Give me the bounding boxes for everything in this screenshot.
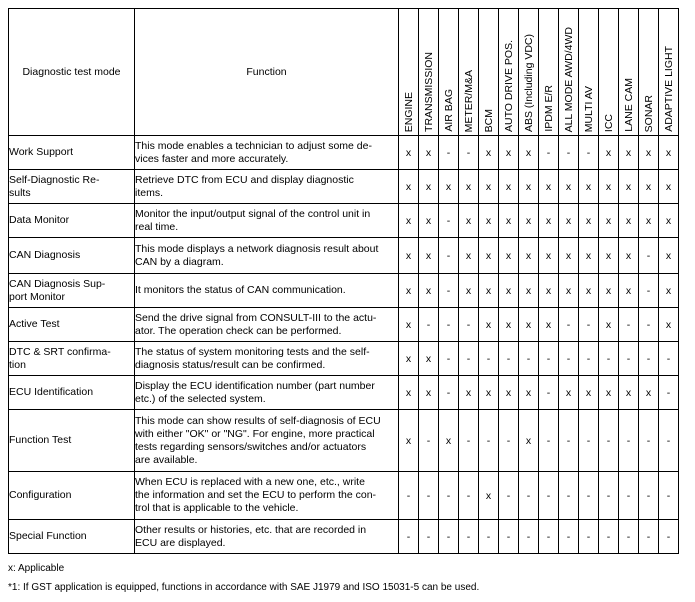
table-row — [9, 204, 679, 238]
applicability-cell: - — [499, 410, 519, 472]
header-mode: Diagnostic test mode — [9, 9, 135, 136]
header-system-label: BCM — [482, 108, 495, 132]
applicability-cell: - — [499, 472, 519, 520]
function-line: Monitor the input/output signal of the control unit in — [135, 207, 371, 220]
header-system-label: IPDM E/R — [542, 85, 555, 132]
mode-line: Function Test — [9, 434, 72, 446]
applicability-cell: - — [499, 342, 519, 376]
applicability-cell: - — [579, 520, 599, 554]
function-cell — [135, 376, 399, 410]
applicability-cell: - — [419, 520, 439, 554]
header-system-label: ABS (Including VDC) — [522, 33, 535, 132]
applicability-cell: x — [639, 376, 659, 410]
table-row — [9, 136, 679, 170]
applicability-cell: - — [479, 410, 499, 472]
applicability-cell: x — [419, 376, 439, 410]
applicability-cell: - — [579, 410, 599, 472]
applicability-cell: x — [399, 376, 419, 410]
applicability-cell: x — [659, 308, 679, 342]
applicability-cell: x — [479, 308, 499, 342]
applicability-cell: x — [599, 204, 619, 238]
header-system — [639, 9, 659, 136]
mode-cell — [9, 238, 135, 274]
applicability-cell: - — [439, 274, 459, 308]
header-system — [619, 9, 639, 136]
applicability-cell: x — [419, 238, 439, 274]
mode-line: CAN Diagnosis Sup- — [9, 277, 106, 290]
applicability-cell: - — [419, 308, 439, 342]
applicability-cell: - — [559, 410, 579, 472]
header-system-label: AIR BAG — [442, 89, 455, 132]
applicability-cell: x — [459, 170, 479, 204]
applicability-cell: x — [419, 204, 439, 238]
applicability-cell: x — [519, 274, 539, 308]
function-line: diagnosis status/result can be confirmed. — [135, 358, 326, 371]
applicability-cell: - — [439, 472, 459, 520]
applicability-cell: - — [599, 520, 619, 554]
applicability-cell: - — [659, 376, 679, 410]
function-line: are available. — [135, 453, 198, 466]
applicability-cell: - — [579, 308, 599, 342]
applicability-cell: x — [659, 170, 679, 204]
table-row — [9, 410, 679, 472]
applicability-cell: x — [559, 238, 579, 274]
applicability-cell: - — [659, 342, 679, 376]
applicability-cell: - — [659, 520, 679, 554]
applicability-cell: x — [619, 376, 639, 410]
applicability-cell: - — [659, 410, 679, 472]
applicability-cell: x — [499, 170, 519, 204]
header-system — [659, 9, 679, 136]
applicability-cell: x — [519, 238, 539, 274]
applicability-cell: - — [459, 342, 479, 376]
function-cell — [135, 520, 399, 554]
applicability-cell: - — [639, 410, 659, 472]
table-body — [9, 136, 679, 554]
legend-note: x: Applicable — [8, 563, 65, 574]
mode-line: Data Monitor — [9, 214, 70, 226]
applicability-cell: - — [539, 136, 559, 170]
header-system — [439, 9, 459, 136]
applicability-cell: x — [479, 204, 499, 238]
applicability-cell: x — [399, 204, 419, 238]
applicability-cell: - — [439, 520, 459, 554]
applicability-cell: - — [619, 342, 639, 376]
applicability-cell: x — [599, 308, 619, 342]
applicability-cell: - — [579, 136, 599, 170]
table-row — [9, 342, 679, 376]
applicability-cell: x — [659, 238, 679, 274]
mode-cell — [9, 136, 135, 170]
header-system — [459, 9, 479, 136]
applicability-cell: x — [599, 376, 619, 410]
table-row — [9, 376, 679, 410]
applicability-cell: x — [499, 238, 519, 274]
mode-line: Configuration — [9, 489, 72, 501]
applicability-cell: x — [599, 238, 619, 274]
applicability-cell: - — [439, 376, 459, 410]
applicability-cell: - — [539, 472, 559, 520]
function-line: This mode enables a technician to adjust some de- — [135, 139, 372, 152]
function-line: The status of system monitoring tests and the self- — [135, 345, 370, 358]
mode-line: CAN Diagnosis — [9, 249, 81, 261]
applicability-cell: - — [619, 410, 639, 472]
applicability-cell: x — [399, 308, 419, 342]
mode-cell — [9, 472, 135, 520]
applicability-cell: x — [459, 274, 479, 308]
applicability-cell: x — [579, 238, 599, 274]
header-system-label: LANE CAM — [622, 78, 635, 132]
applicability-cell: - — [559, 520, 579, 554]
applicability-cell: x — [499, 308, 519, 342]
applicability-cell: x — [399, 342, 419, 376]
applicability-cell: x — [519, 136, 539, 170]
function-line: Other results or histories, etc. that are recorded in — [135, 523, 367, 536]
applicability-cell: x — [539, 308, 559, 342]
applicability-cell: x — [399, 238, 419, 274]
applicability-cell: x — [519, 376, 539, 410]
applicability-cell: - — [559, 342, 579, 376]
diagnostic-mode-table — [8, 8, 679, 554]
applicability-cell: x — [499, 274, 519, 308]
mode-cell — [9, 410, 135, 472]
applicability-cell: - — [399, 520, 419, 554]
table-row — [9, 274, 679, 308]
applicability-cell: x — [659, 136, 679, 170]
applicability-cell: x — [479, 472, 499, 520]
function-line: tests regarding sensors/switches and/or actuators — [135, 440, 367, 453]
applicability-cell: x — [479, 238, 499, 274]
header-system — [479, 9, 499, 136]
applicability-cell: - — [479, 520, 499, 554]
table-row — [9, 472, 679, 520]
applicability-cell: x — [519, 170, 539, 204]
applicability-cell: - — [639, 274, 659, 308]
mode-line: Self-Diagnostic Re- — [9, 173, 100, 186]
applicability-cell: - — [599, 342, 619, 376]
applicability-cell: - — [539, 342, 559, 376]
applicability-cell: - — [439, 342, 459, 376]
function-line: This mode can show results of self-diagnosis of ECU — [135, 414, 381, 427]
applicability-cell: x — [419, 170, 439, 204]
mode-cell — [9, 274, 135, 308]
header-system-label: MULTI AV — [582, 85, 595, 132]
header-system-label: AUTO DRIVE POS. — [502, 40, 515, 132]
function-line: When ECU is replaced with a new one, etc., write — [135, 476, 365, 488]
table-row — [9, 308, 679, 342]
applicability-cell: x — [559, 376, 579, 410]
mode-cell — [9, 170, 135, 204]
applicability-cell: - — [639, 472, 659, 520]
header-system — [559, 9, 579, 136]
applicability-cell: x — [559, 170, 579, 204]
function-cell — [135, 410, 399, 472]
applicability-cell: x — [419, 342, 439, 376]
mode-line: port Monitor — [9, 290, 66, 303]
applicability-cell: x — [559, 274, 579, 308]
table-row — [9, 520, 679, 554]
header-function: Function — [135, 9, 399, 136]
applicability-cell: x — [519, 308, 539, 342]
applicability-cell: - — [479, 342, 499, 376]
function-line: Display the ECU identification number (part number — [135, 379, 375, 392]
applicability-cell: x — [459, 376, 479, 410]
function-line: items. — [135, 186, 164, 199]
applicability-cell: - — [519, 342, 539, 376]
header-system-label: TRANSMISSION — [422, 52, 435, 132]
applicability-cell: x — [459, 204, 479, 238]
header-system-label: ENGINE — [402, 91, 415, 132]
mode-line: Special Function — [9, 530, 87, 542]
table-header-row — [9, 9, 679, 136]
applicability-cell: x — [479, 136, 499, 170]
applicability-cell: x — [459, 238, 479, 274]
function-line: This mode displays a network diagnosis result about — [135, 242, 379, 255]
applicability-cell: x — [619, 238, 639, 274]
function-cell — [135, 308, 399, 342]
function-line: Send the drive signal from CONSULT-III to the actu- — [135, 311, 377, 324]
mode-cell — [9, 376, 135, 410]
applicability-cell: x — [539, 274, 559, 308]
function-line: the information and set the ECU to perform the con- — [135, 489, 377, 501]
header-system — [499, 9, 519, 136]
applicability-cell: x — [439, 410, 459, 472]
applicability-cell: - — [519, 472, 539, 520]
mode-cell — [9, 342, 135, 376]
function-line: real time. — [135, 220, 179, 233]
applicability-cell: - — [619, 308, 639, 342]
applicability-cell: - — [499, 520, 519, 554]
applicability-cell: x — [519, 204, 539, 238]
mode-cell — [9, 520, 135, 554]
function-line: CAN by a diagram. — [135, 255, 224, 268]
header-system-label: SONAR — [642, 94, 655, 132]
applicability-cell: x — [499, 204, 519, 238]
applicability-cell: x — [619, 136, 639, 170]
function-line: with either "OK" or "NG". For engine, more practical — [135, 427, 375, 440]
footnote: *1: If GST application is equipped, functions in accordance with SAE J1979 and ISO 15031-5 can be used. — [8, 582, 480, 593]
applicability-cell: - — [599, 410, 619, 472]
applicability-cell: - — [439, 238, 459, 274]
mode-line: tion — [9, 358, 26, 371]
function-cell — [135, 472, 399, 520]
header-system — [519, 9, 539, 136]
applicability-cell: - — [459, 472, 479, 520]
applicability-cell: x — [439, 170, 459, 204]
applicability-cell: - — [539, 410, 559, 472]
applicability-cell: - — [439, 136, 459, 170]
applicability-cell: x — [619, 274, 639, 308]
function-line: ator. The operation check can be performed. — [135, 324, 342, 337]
applicability-cell: x — [639, 170, 659, 204]
applicability-cell: - — [579, 342, 599, 376]
applicability-cell: x — [639, 204, 659, 238]
mode-line: Active Test — [9, 318, 60, 330]
function-cell — [135, 238, 399, 274]
function-cell — [135, 136, 399, 170]
table-row — [9, 238, 679, 274]
applicability-cell: x — [399, 136, 419, 170]
mode-line: Work Support — [9, 146, 73, 158]
function-cell — [135, 170, 399, 204]
applicability-cell: - — [519, 520, 539, 554]
applicability-cell: - — [439, 308, 459, 342]
applicability-cell: - — [399, 472, 419, 520]
applicability-cell: x — [479, 376, 499, 410]
mode-line: ECU Identification — [9, 386, 94, 398]
applicability-cell: - — [619, 472, 639, 520]
function-line: Retrieve DTC from ECU and display diagnostic — [135, 173, 354, 186]
applicability-cell: x — [619, 204, 639, 238]
applicability-cell: x — [579, 376, 599, 410]
header-system-label: METER/M&A — [462, 69, 475, 132]
applicability-cell: x — [579, 170, 599, 204]
applicability-cell: - — [639, 238, 659, 274]
applicability-cell: x — [399, 170, 419, 204]
function-line: etc.) of the selected system. — [135, 392, 266, 405]
function-cell — [135, 274, 399, 308]
applicability-cell: x — [599, 136, 619, 170]
table-row — [9, 170, 679, 204]
applicability-cell: x — [579, 274, 599, 308]
applicability-cell: - — [619, 520, 639, 554]
mode-line: sults — [9, 186, 31, 199]
function-cell — [135, 204, 399, 238]
applicability-cell: x — [599, 170, 619, 204]
header-system — [399, 9, 419, 136]
applicability-cell: - — [539, 520, 559, 554]
applicability-cell: - — [659, 472, 679, 520]
header-system-label: ADAPTIVE LIGHT — [662, 46, 675, 132]
mode-cell — [9, 308, 135, 342]
header-system-label: ALL MODE AWD/4WD — [562, 26, 575, 132]
function-line: ECU are displayed. — [135, 536, 226, 549]
applicability-cell: - — [559, 136, 579, 170]
applicability-cell: x — [539, 204, 559, 238]
applicability-cell: x — [479, 274, 499, 308]
applicability-cell: x — [539, 238, 559, 274]
applicability-cell: x — [599, 274, 619, 308]
applicability-cell: - — [599, 472, 619, 520]
mode-cell — [9, 204, 135, 238]
applicability-cell: x — [579, 204, 599, 238]
applicability-cell: x — [399, 274, 419, 308]
mode-line: DTC & SRT confirma- — [9, 345, 111, 358]
applicability-cell: - — [639, 308, 659, 342]
applicability-cell: - — [419, 472, 439, 520]
applicability-cell: x — [559, 204, 579, 238]
header-system — [579, 9, 599, 136]
header-system-label: ICC — [602, 113, 615, 132]
applicability-cell: x — [659, 204, 679, 238]
applicability-cell: - — [459, 520, 479, 554]
applicability-cell: x — [419, 136, 439, 170]
applicability-cell: x — [539, 170, 559, 204]
applicability-cell: - — [559, 472, 579, 520]
applicability-cell: - — [639, 342, 659, 376]
applicability-cell: - — [459, 136, 479, 170]
applicability-cell: x — [619, 170, 639, 204]
header-system — [419, 9, 439, 136]
applicability-cell: x — [419, 274, 439, 308]
applicability-cell: x — [479, 170, 499, 204]
applicability-cell: - — [559, 308, 579, 342]
applicability-cell: - — [459, 410, 479, 472]
applicability-cell: x — [519, 410, 539, 472]
applicability-cell: - — [439, 204, 459, 238]
function-cell — [135, 342, 399, 376]
applicability-cell: - — [539, 376, 559, 410]
function-line: It monitors the status of CAN communication. — [135, 284, 346, 296]
applicability-cell: x — [659, 274, 679, 308]
applicability-cell: x — [399, 410, 419, 472]
function-line: trol that is applicable to the vehicle. — [135, 502, 299, 514]
function-line: vices faster and more accurately. — [135, 152, 289, 165]
header-system — [599, 9, 619, 136]
applicability-cell: - — [639, 520, 659, 554]
header-system — [539, 9, 559, 136]
applicability-cell: - — [579, 472, 599, 520]
applicability-cell: x — [499, 136, 519, 170]
applicability-cell: - — [419, 410, 439, 472]
applicability-cell: - — [459, 308, 479, 342]
applicability-cell: x — [499, 376, 519, 410]
applicability-cell: x — [639, 136, 659, 170]
